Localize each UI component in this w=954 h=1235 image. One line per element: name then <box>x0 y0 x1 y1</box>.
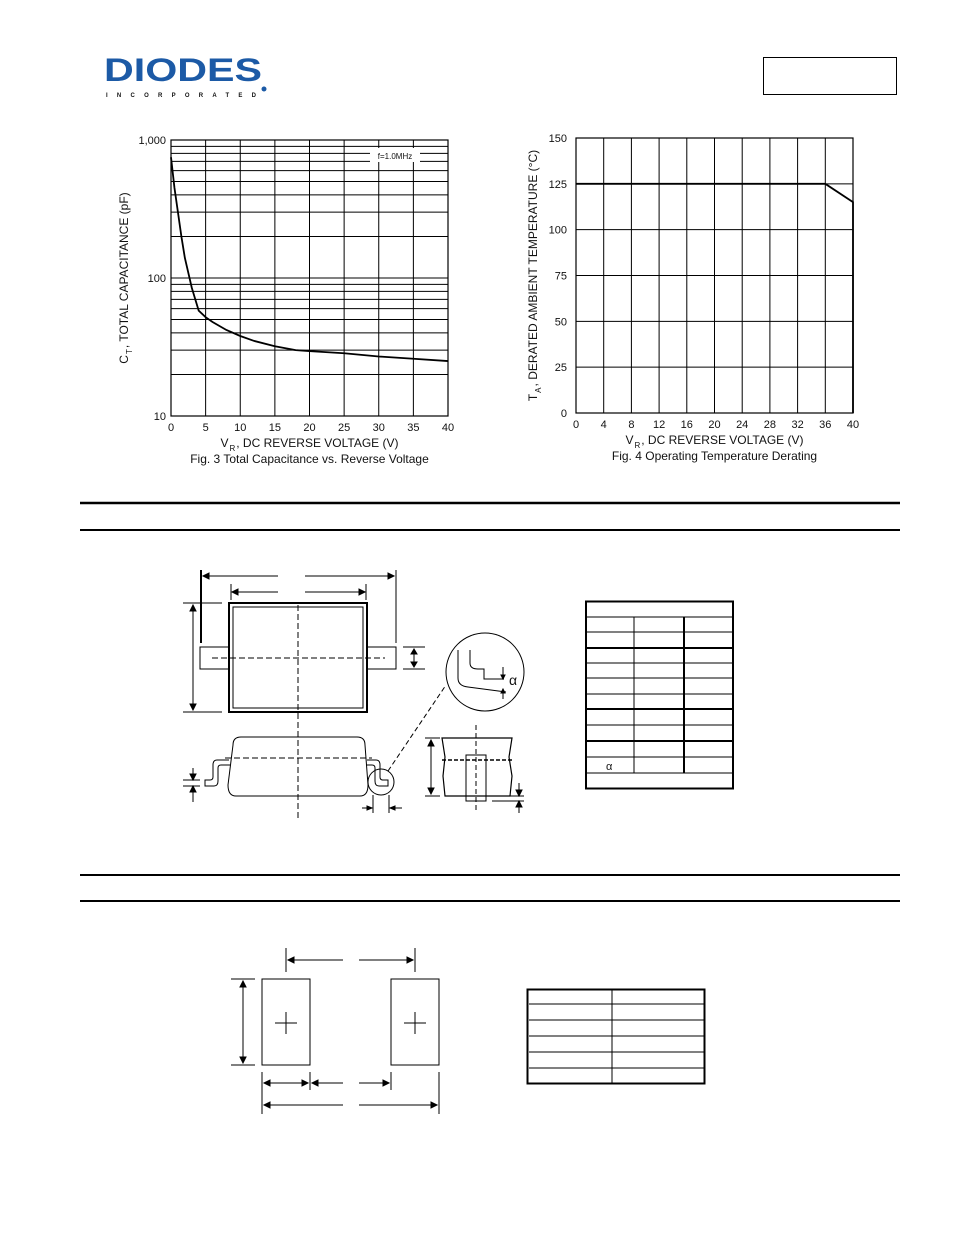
frequency-annotation: f=1.0MHz <box>377 152 413 161</box>
x-axis-label-main: V <box>220 436 229 450</box>
part-number-box <box>764 58 897 95</box>
x-tick-label: 40 <box>441 422 455 434</box>
logo-text: DIODES <box>104 52 262 88</box>
x-axis-label-main: V <box>625 433 634 447</box>
y-axis-label-main: C <box>117 355 131 364</box>
x-tick-label: 0 <box>572 419 580 431</box>
x-tick-label: 32 <box>791 419 804 431</box>
x-axis-label-sub: R <box>634 441 641 450</box>
x-tick-label: 36 <box>819 419 832 431</box>
derating-chart <box>526 133 859 463</box>
registered-mark-icon <box>262 87 267 92</box>
package-outline-drawing <box>183 570 524 820</box>
y-tick-label: 1,000 <box>138 135 166 147</box>
chart-title: Fig. 4 Operating Temperature Derating <box>611 449 818 463</box>
table-alpha-label: α <box>606 761 613 773</box>
x-tick-label: 20 <box>303 422 316 434</box>
y-tick-label: 75 <box>554 270 567 283</box>
x-tick-label: 8 <box>628 419 635 431</box>
y-axis-label-sub: T <box>125 349 134 355</box>
x-tick-label: 25 <box>338 422 351 434</box>
y-tick-label: 100 <box>147 273 166 285</box>
alpha-label: α <box>509 672 518 688</box>
y-tick-label: 25 <box>554 362 567 375</box>
y-axis-label <box>526 150 543 401</box>
y-axis-label-rest: , TOTAL CAPACITANCE (pF) <box>117 192 131 349</box>
y-axis-label-rest: , DERATED AMBIENT TEMPERATURE (°C) <box>526 149 540 387</box>
pad-dimensions-table <box>528 990 705 1084</box>
x-tick-label: 5 <box>202 422 209 434</box>
x-tick-label: 0 <box>167 422 175 434</box>
pad-layout-drawing <box>231 948 439 1114</box>
x-axis-label <box>220 436 398 453</box>
x-tick-label: 10 <box>234 422 247 434</box>
x-tick-label: 28 <box>763 419 777 431</box>
diodes-logo <box>104 52 267 99</box>
crosshair-icon <box>275 1012 297 1034</box>
y-axis-label-sub: A <box>534 387 543 393</box>
chart-title: Fig. 3 Total Capacitance vs. Reverse Voltage <box>190 452 429 466</box>
x-axis-label-rest: , DC REVERSE VOLTAGE (V) <box>236 436 399 450</box>
x-tick-label: 15 <box>268 422 281 434</box>
x-tick-label: 24 <box>736 419 749 431</box>
y-tick-label: 150 <box>548 133 567 145</box>
y-tick-label: 50 <box>554 316 567 329</box>
y-axis-label <box>117 192 134 363</box>
x-tick-label: 16 <box>680 419 693 431</box>
dimensions-table <box>586 602 733 789</box>
capacitance-chart <box>117 135 454 466</box>
x-tick-label: 20 <box>708 419 721 431</box>
x-tick-label: 30 <box>372 422 385 434</box>
x-tick-label: 12 <box>652 419 666 431</box>
crosshair-icon <box>404 1012 426 1034</box>
y-axis-label-main: T <box>526 393 540 402</box>
y-tick-label: 125 <box>548 178 567 191</box>
x-axis-label <box>625 433 803 450</box>
y-tick-label: 10 <box>153 411 166 423</box>
y-tick-label: 100 <box>548 224 567 237</box>
y-tick-label: 0 <box>560 408 567 420</box>
logo-subtext: INCORPORATED <box>106 93 256 99</box>
x-axis-label-sub: R <box>229 444 236 453</box>
x-tick-label: 4 <box>600 419 607 431</box>
x-tick-label: 35 <box>407 422 420 434</box>
x-axis-label-rest: , DC REVERSE VOLTAGE (V) <box>641 433 804 447</box>
x-tick-label: 40 <box>846 419 860 431</box>
